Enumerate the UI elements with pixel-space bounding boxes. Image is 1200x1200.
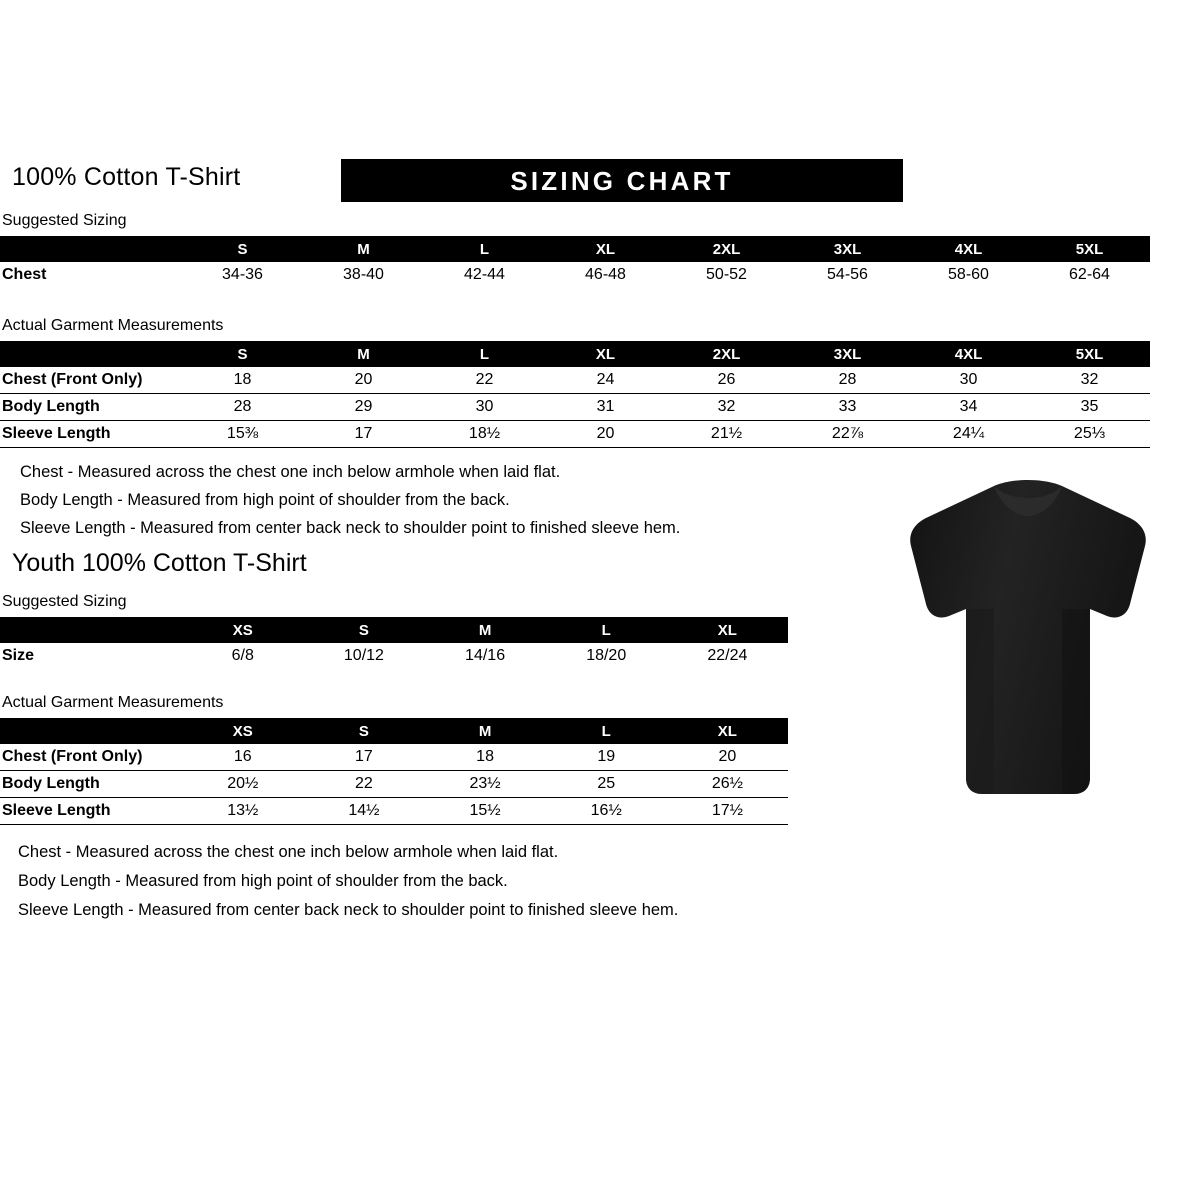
cell-chestfront-xl: 24 (596, 371, 615, 388)
cell-sleevelength-xl: 17½ (711, 802, 743, 819)
table-row (0, 421, 1150, 448)
col-header-blank (0, 617, 182, 643)
cell-size-m: 14/16 (465, 647, 506, 664)
col-header-4xl: 4XL (954, 240, 983, 258)
adult-actual-measurements-label: Actual Garment Measurements (2, 317, 224, 334)
adult-section-title: 100% Cotton T-Shirt (12, 163, 241, 191)
cell-sleevelength-xs: 13½ (227, 802, 259, 819)
adult-suggested-sizing-label: Suggested Sizing (2, 212, 127, 229)
adult-note-body-length: Body Length - Measured from high point of shoulder from the back. (20, 491, 510, 509)
row-label-chest: Chest (2, 266, 47, 283)
cell-sleevelength-l: 18½ (468, 425, 501, 442)
cell-sleevelength-3xl: 22⅞ (831, 425, 864, 442)
cell-size-xl: 22/24 (707, 647, 748, 664)
row-label-body-length: Body Length (2, 398, 100, 415)
youth-note-sleeve-length: Sleeve Length - Measured from center back neck to shoulder point to finished sleeve hem. (18, 901, 679, 919)
cell-bodylength-l: 25 (597, 775, 616, 792)
cell-chest-3xl: 54-56 (827, 266, 868, 283)
cell-sleevelength-s: 14½ (348, 802, 380, 819)
col-header-2xl: 2XL (712, 345, 741, 363)
table-row (0, 367, 1150, 394)
adult-actual-measurements-table (0, 341, 1150, 448)
cell-chest-4xl: 58-60 (948, 266, 989, 283)
col-header-5xl: 5XL (1075, 345, 1104, 363)
cell-bodylength-4xl: 34 (959, 398, 978, 415)
cell-sleevelength-s: 15⅜ (226, 425, 259, 442)
youth-actual-measurements-label: Actual Garment Measurements (2, 694, 224, 711)
col-header-xl: XL (595, 345, 616, 363)
cell-chest-xl: 46-48 (585, 266, 626, 283)
youth-suggested-sizing-label: Suggested Sizing (2, 593, 127, 610)
cell-bodylength-s: 28 (233, 398, 252, 415)
cell-chestfront-s: 18 (233, 371, 252, 388)
row-label-sleeve-length: Sleeve Length (2, 802, 111, 819)
cell-bodylength-l: 30 (475, 398, 494, 415)
table-row (0, 798, 788, 825)
cell-bodylength-m: 23½ (469, 775, 501, 792)
cell-chestfront-5xl: 32 (1080, 371, 1099, 388)
cell-chestfront-xl: 20 (718, 748, 737, 765)
cell-sleevelength-m: 15½ (469, 802, 501, 819)
cell-sleevelength-l: 16½ (590, 802, 622, 819)
col-header-m: M (357, 240, 370, 258)
col-header-m: M (357, 345, 370, 363)
table-row (0, 643, 788, 669)
table-row (0, 744, 788, 771)
cell-chestfront-l: 22 (475, 371, 494, 388)
col-header-xs: XS (232, 722, 253, 740)
cell-chestfront-s: 17 (355, 748, 373, 765)
adult-note-chest: Chest - Measured across the chest one inch below armhole when laid flat. (20, 463, 561, 481)
col-header-xs: XS (232, 621, 253, 639)
adult-note-sleeve-length: Sleeve Length - Measured from center back neck to shoulder point to finished sleeve hem. (20, 519, 681, 537)
cell-chest-s: 34-36 (222, 266, 263, 283)
cell-bodylength-xl: 26½ (711, 775, 743, 792)
cell-sleevelength-m: 17 (354, 425, 373, 442)
cell-bodylength-xs: 20½ (227, 775, 259, 792)
youth-note-body-length: Body Length - Measured from high point of shoulder from the back. (18, 872, 508, 890)
col-header-2xl: 2XL (712, 240, 741, 258)
adult-suggested-sizing-table (0, 236, 1150, 288)
row-label-size: Size (2, 647, 35, 664)
col-header-l: L (479, 345, 490, 363)
col-header-l: L (479, 240, 490, 258)
col-header-5xl: 5XL (1075, 240, 1104, 258)
col-header-l: L (601, 621, 611, 639)
col-header-m: M (478, 722, 492, 740)
youth-suggested-sizing-table (0, 617, 788, 669)
col-header-m: M (478, 621, 492, 639)
col-header-s: S (237, 240, 248, 258)
col-header-s: S (358, 621, 369, 639)
cell-sleevelength-5xl: 25⅓ (1073, 425, 1106, 442)
cell-chestfront-m: 20 (354, 371, 373, 388)
table-row (0, 771, 788, 798)
cell-bodylength-3xl: 33 (838, 398, 857, 415)
table-row (0, 394, 1150, 421)
table-header-row (0, 341, 1150, 367)
table-row (0, 262, 1150, 288)
row-label-chest-front-only: Chest (Front Only) (2, 748, 143, 765)
cell-chest-2xl: 50-52 (706, 266, 747, 283)
col-header-l: L (601, 722, 611, 740)
table-header-row (0, 236, 1150, 262)
t-shirt-illustration (898, 478, 1158, 808)
cell-chestfront-l: 19 (597, 748, 616, 765)
table-header-row (0, 617, 788, 643)
row-label-body-length: Body Length (2, 775, 100, 792)
cell-chestfront-3xl: 28 (838, 371, 857, 388)
col-header-xl: XL (717, 722, 737, 740)
table-header-row (0, 718, 788, 744)
cell-size-l: 18/20 (586, 647, 627, 664)
cell-chestfront-xs: 16 (233, 748, 252, 765)
cell-sleevelength-2xl: 21½ (710, 425, 743, 442)
cell-chest-5xl: 62-64 (1069, 266, 1110, 283)
col-header-s: S (358, 722, 369, 740)
col-header-s: S (237, 345, 248, 363)
cell-chestfront-4xl: 30 (959, 371, 978, 388)
cell-chest-m: 38-40 (343, 266, 384, 283)
youth-section-title: Youth 100% Cotton T-Shirt (12, 549, 307, 577)
row-label-sleeve-length: Sleeve Length (2, 425, 111, 442)
sizing-chart-banner (341, 159, 903, 202)
col-header-xl: XL (717, 621, 737, 639)
cell-size-s: 10/12 (343, 647, 384, 664)
cell-bodylength-m: 29 (354, 398, 373, 415)
cell-bodylength-2xl: 32 (717, 398, 736, 415)
col-header-3xl: 3XL (833, 240, 862, 258)
cell-chestfront-m: 18 (476, 748, 494, 765)
cell-sleevelength-4xl: 24¼ (952, 425, 985, 442)
col-header-4xl: 4XL (954, 345, 983, 363)
col-header-blank (0, 236, 182, 262)
col-header-blank (0, 341, 182, 367)
col-header-3xl: 3XL (833, 345, 862, 363)
cell-sleevelength-xl: 20 (596, 425, 615, 442)
cell-bodylength-s: 22 (355, 775, 373, 792)
cell-bodylength-xl: 31 (596, 398, 615, 415)
cell-bodylength-5xl: 35 (1080, 398, 1099, 415)
youth-actual-measurements-table (0, 718, 788, 825)
row-label-chest-front-only: Chest (Front Only) (2, 371, 143, 388)
cell-size-xs: 6/8 (231, 647, 254, 664)
col-header-xl: XL (595, 240, 616, 258)
col-header-blank (0, 718, 182, 744)
youth-note-chest: Chest - Measured across the chest one inch below armhole when laid flat. (18, 843, 559, 861)
cell-chestfront-2xl: 26 (717, 371, 736, 388)
sizing-chart-banner-label: SIZING CHART (510, 166, 734, 196)
cell-chest-l: 42-44 (464, 266, 505, 283)
